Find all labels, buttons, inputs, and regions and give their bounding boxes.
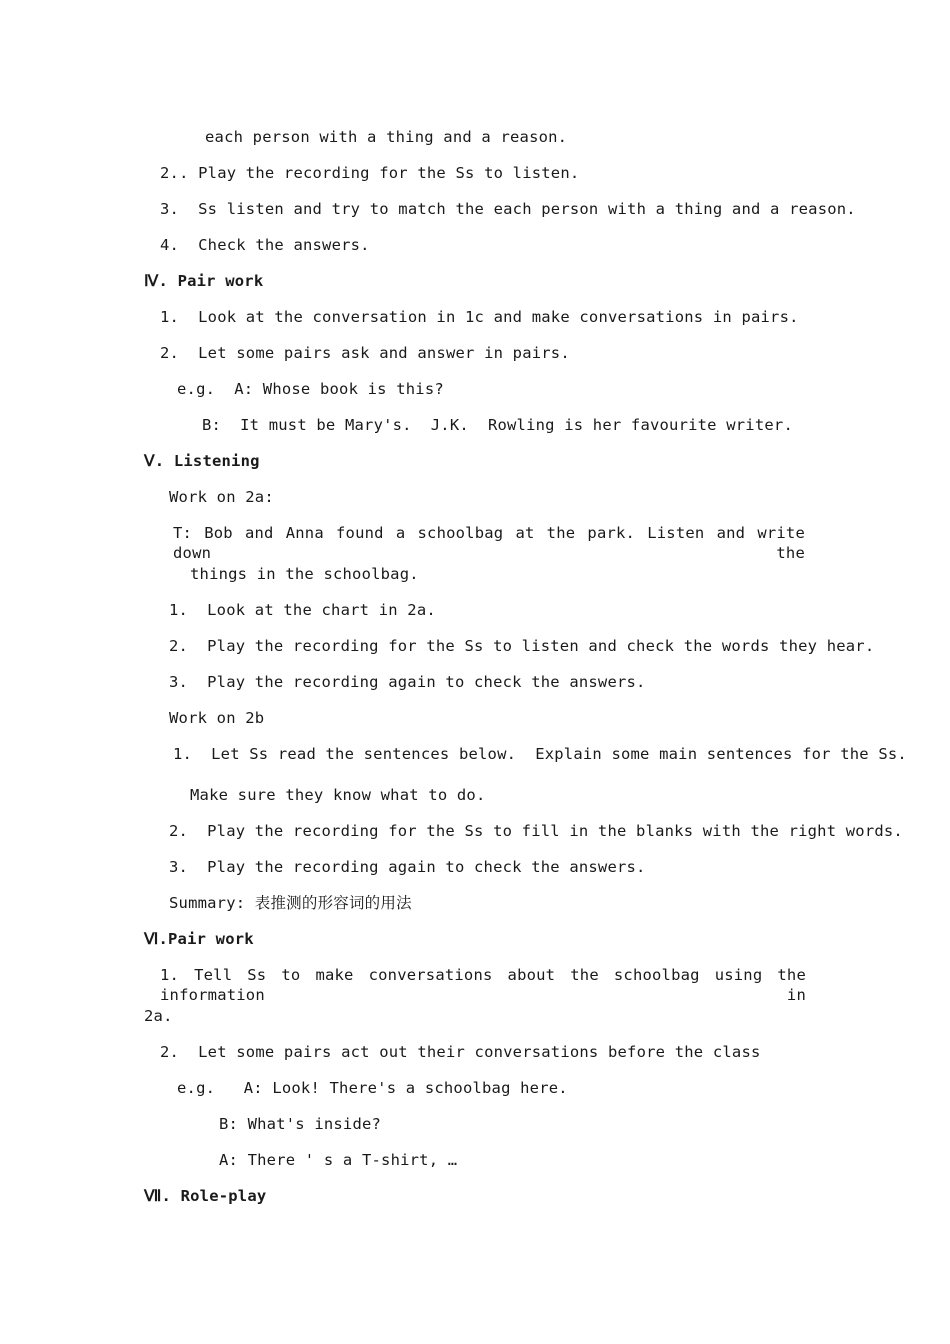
text-line: T: Bob and Anna found a schoolbag at the park. Listen and write down the <box>173 524 805 562</box>
step-item: 2. Play the recording for the Ss to fill in the blanks with the right words. <box>169 822 903 840</box>
section-heading-role-play: Ⅶ. Role-play <box>144 1187 267 1205</box>
example-line: B: What's inside? <box>219 1115 382 1133</box>
step-item: 3. Play the recording again to check the answers. <box>169 858 646 876</box>
section-heading-pair-work: Ⅳ. Pair work <box>144 272 264 290</box>
summary-line: Summary: 表推测的形容词的用法 <box>169 894 412 912</box>
text-line: Make sure they know what to do. <box>190 786 486 804</box>
text-line: 2a. <box>144 1007 173 1025</box>
step-item: 3. Play the recording again to check the answers. <box>169 673 646 691</box>
step-item: 3. Ss listen and try to match the each person with a thing and a reason. <box>160 200 856 218</box>
step-item: 2. Let some pairs ask and answer in pairs. <box>160 344 570 362</box>
subheading: Work on 2b <box>169 709 265 727</box>
step-item: 2. Let some pairs act out their conversations before the class <box>160 1043 761 1061</box>
example-line: B: It must be Mary's. J.K. Rowling is her favourite writer. <box>202 416 793 434</box>
step-item: 4. Check the answers. <box>160 236 370 254</box>
example-line: A: There ' s a T-shirt, … <box>219 1151 458 1169</box>
step-item: 2. Play the recording for the Ss to listen and check the words they hear. <box>169 637 875 655</box>
example-line: e.g. A: Whose book is this? <box>177 380 444 398</box>
section-heading-listening: Ⅴ. Listening <box>144 452 260 470</box>
subheading: Work on 2a: <box>169 488 274 506</box>
section-heading-pair-work-2: Ⅵ.Pair work <box>144 930 254 948</box>
example-line: e.g. A: Look! There's a schoolbag here. <box>177 1079 568 1097</box>
step-item: 1. Tell Ss to make conversations about the schoolbag using the information in <box>160 966 806 1004</box>
text-line: each person with a thing and a reason. <box>205 128 568 146</box>
step-item: 2.. Play the recording for the Ss to listen. <box>160 164 580 182</box>
step-item: 1. Let Ss read the sentences below. Explain some main sentences for the Ss. <box>173 745 907 763</box>
step-item: 1. Look at the conversation in 1c and make conversations in pairs. <box>160 308 799 326</box>
step-item: 1. Look at the chart in 2a. <box>169 601 436 619</box>
text-line: things in the schoolbag. <box>190 565 419 583</box>
